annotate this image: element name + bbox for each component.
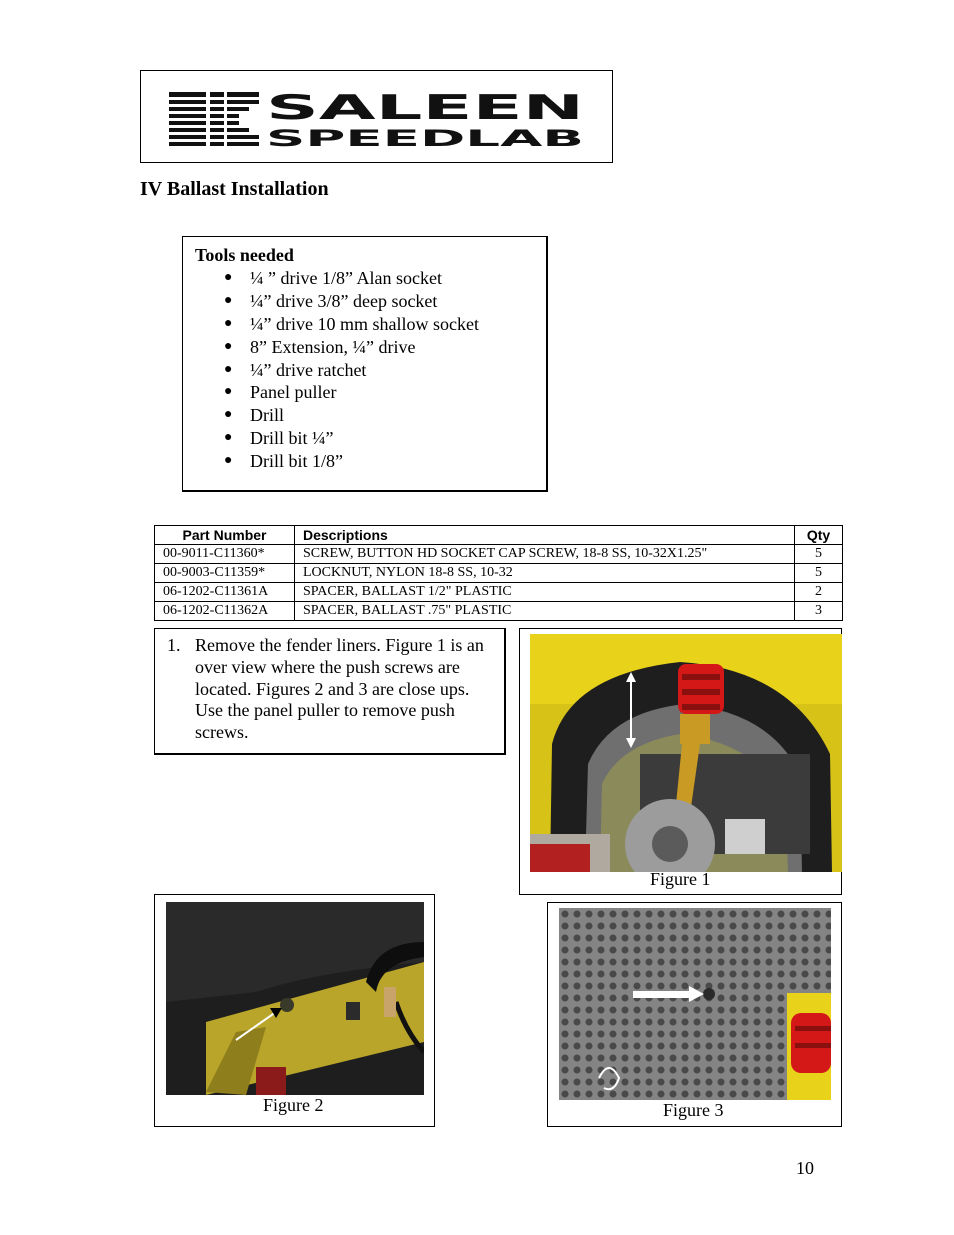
description-cell: SPACER, BALLAST .75" PLASTIC <box>295 602 795 621</box>
part-number-cell: 06-1202-C11362A <box>155 602 295 621</box>
tool-item: ● Drill bit 1/8” <box>224 451 343 472</box>
bullet-icon: ● <box>224 315 233 331</box>
figure-2-frame <box>154 894 435 1127</box>
page-number: 10 <box>796 1158 814 1178</box>
table-row <box>155 545 843 564</box>
bullet-icon: ● <box>224 270 233 285</box>
bullet-icon: ● <box>224 361 233 377</box>
figure-3-caption: Figure 3 <box>663 1100 724 1120</box>
bullet-icon: ● <box>224 338 233 354</box>
tools-title: Tools needed <box>195 245 294 265</box>
figure-2-caption: Figure 2 <box>263 1095 324 1115</box>
parts-table <box>154 525 843 621</box>
table-header-row <box>155 526 843 545</box>
tool-item: ● 8” Extension, ¼” drive <box>224 336 416 357</box>
figure-3-photo <box>559 908 831 1100</box>
part-number-cell: 06-1202-C11361A <box>155 583 295 602</box>
tool-item: ● ¼ ” drive 1/8” Alan socket <box>224 268 442 288</box>
figure-1-photo <box>530 634 842 872</box>
tool-item: ● ¼” drive ratchet <box>224 359 367 380</box>
description-cell: SPACER, BALLAST 1/2" PLASTIC <box>295 583 795 602</box>
bullet-icon: ● <box>224 407 233 423</box>
bullet-icon: ● <box>224 292 233 308</box>
tool-item: ● ¼” drive 10 mm shallow socket <box>224 313 479 334</box>
bullet-icon: ● <box>224 453 233 469</box>
tool-item: ● Drill <box>224 405 284 426</box>
bullet-icon: ● <box>224 384 233 400</box>
description-cell: SCREW, BUTTON HD SOCKET CAP SCREW, 18-8 SS, 10-32X1.25" <box>295 545 795 564</box>
header-qty: Qty <box>795 526 843 545</box>
qty-cell: 2 <box>795 583 843 602</box>
step-number: 1. <box>167 635 181 655</box>
tools-list <box>183 267 479 473</box>
part-number-cell: 00-9011-C11360* <box>155 545 295 564</box>
table-row <box>155 602 843 621</box>
tools-needed-box <box>182 236 548 492</box>
figure-3-frame <box>547 902 842 1127</box>
table-row <box>155 583 843 602</box>
tool-item: ● Panel puller <box>224 382 337 403</box>
section-title: IV Ballast Installation <box>140 178 329 200</box>
figure-1-frame <box>519 628 842 895</box>
tool-item: ● ¼” drive 3/8” deep socket <box>224 290 438 311</box>
table-row <box>155 564 843 583</box>
tool-item: ● Drill bit ¼” <box>224 428 334 449</box>
description-cell: LOCKNUT, NYLON 18-8 SS, 10-32 <box>295 564 795 583</box>
part-number-cell: 00-9003-C11359* <box>155 564 295 583</box>
figure-1-caption: Figure 1 <box>650 869 711 889</box>
figure-2-photo <box>166 902 424 1095</box>
saleen-speedlab-logo <box>166 87 586 147</box>
logo-brand-bottom: SPEEDLAB <box>266 127 584 147</box>
qty-cell: 3 <box>795 602 843 621</box>
logo-brand-top: SALEEN <box>266 88 584 128</box>
qty-cell: 5 <box>795 545 843 564</box>
bullet-icon: ● <box>224 430 233 446</box>
step-text: Remove the fender liners. Figure 1 is an over view where the push screws are located. Figures 2 and 3 are close ups. Use the panel puller to remove push screws. <box>195 635 484 743</box>
header-part-number: Part Number <box>155 526 295 545</box>
header-descriptions: Descriptions <box>295 526 795 545</box>
step-1-box <box>154 628 506 755</box>
logo-frame <box>140 70 613 163</box>
qty-cell: 5 <box>795 564 843 583</box>
